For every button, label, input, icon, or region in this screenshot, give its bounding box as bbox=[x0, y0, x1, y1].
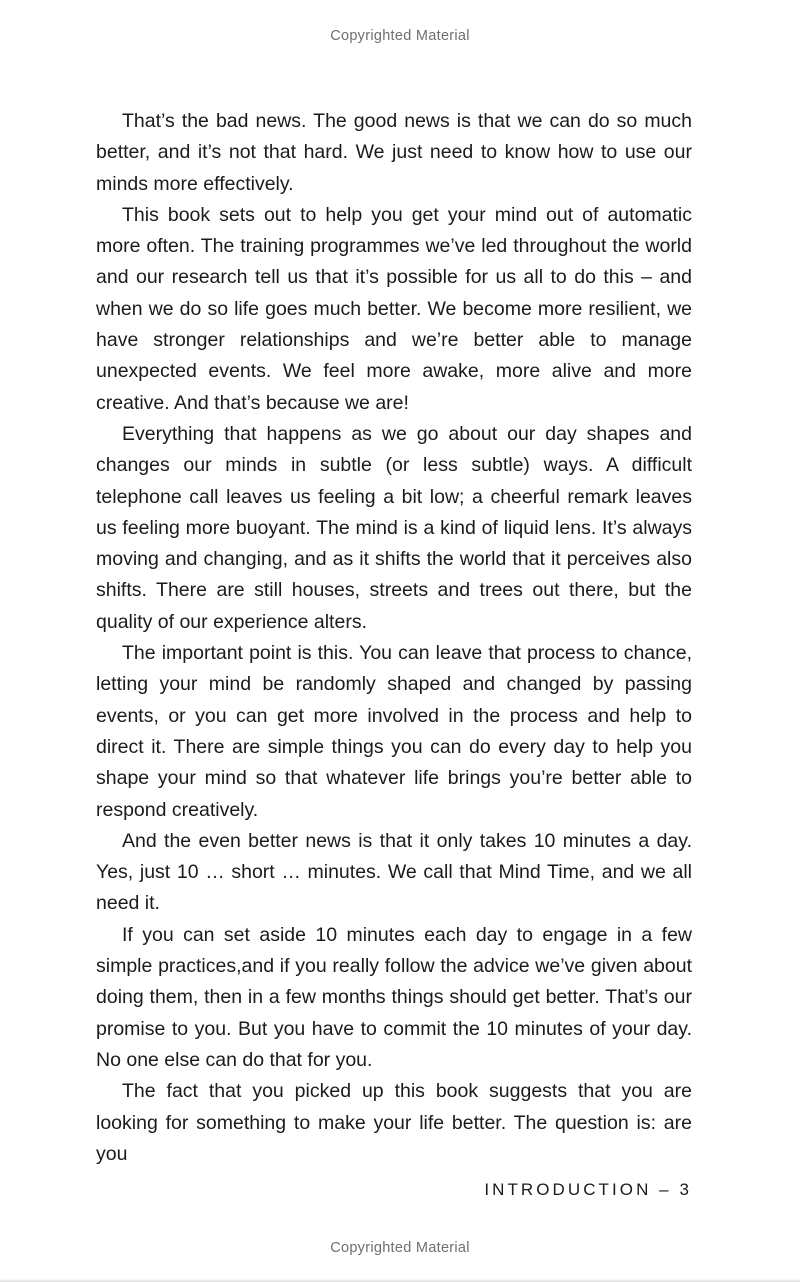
running-footer: INTRODUCTION – 3 bbox=[484, 1180, 692, 1199]
paragraph: Everything that happens as we go about our day shapes and changes our minds in subtle (or less subtle) ways. A difficult telephone call leaves us feeling a bit low; a cheerful remark leaves us feeling more buoyant. The mind is a kind of liquid lens. It’s always moving and changing, and as it shifts the world that it perceives also shifts. There are still houses, streets and trees out there, but the quality of our experience alters. bbox=[96, 422, 692, 633]
paragraph: The fact that you picked up this book suggests that you are looking for something to make your life better. The question is: are you bbox=[96, 1080, 692, 1165]
paragraph: That’s the bad news. The good news is that we can do so much better, and it’s not that hard. We just need to know how to use our minds more effectively. bbox=[96, 110, 692, 195]
paragraph: If you can set aside 10 minutes each day to engage in a few simple practices,and if you really follow the advice we’ve given about doing them, then in a few months things should get better. That’s our promise to you. But you have to commit the 10 minutes of your day. No one else can do that for you. bbox=[96, 923, 692, 1071]
paragraph: This book sets out to help you get your mind out of automatic more often. The training programmes we’ve led throughout the world and our research tell us that it’s possible for us all to do this – and when we do so life goes much better. We become more resilient, we have stronger relationships and we’re better able to manage unexpected events. We feel more awake, more alive and more creative. And that’s because we are! bbox=[96, 203, 692, 414]
paragraph: And the even better news is that it only takes 10 minutes a day. Yes, just 10 … short … minutes. We call that Mind Time, and we all need it. bbox=[96, 829, 692, 915]
copyright-bottom-label: Copyrighted Material bbox=[330, 1240, 470, 1256]
paragraph: The important point is this. You can leave that process to chance, letting your mind be randomly shaped and changed by passing events, or you can get more involved in the process and help to direct it. There are simple things you can do every day to help you shape your mind so that whatever life brings you’re better able to respond creatively. bbox=[96, 642, 692, 821]
copyright-top-label: Copyrighted Material bbox=[330, 28, 470, 44]
body-text bbox=[96, 106, 692, 1170]
